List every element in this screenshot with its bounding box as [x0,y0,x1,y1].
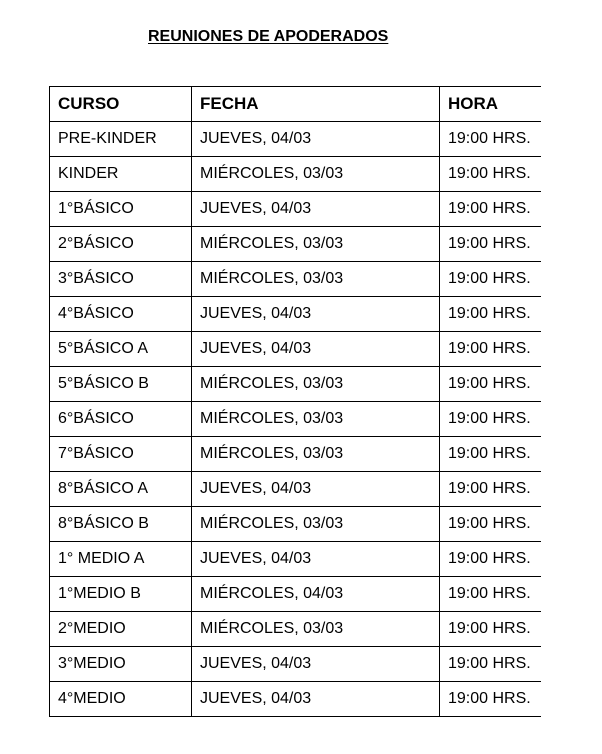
cell-fecha: MIÉRCOLES, 03/03 [192,612,440,647]
cell-hora: 19:00 HRS. [440,192,542,227]
cell-fecha: JUEVES, 04/03 [192,332,440,367]
cell-hora: 19:00 HRS. [440,577,542,612]
cell-fecha: MIÉRCOLES, 04/03 [192,577,440,612]
header-hora: HORA [440,87,542,122]
cell-fecha: JUEVES, 04/03 [192,297,440,332]
cell-hora: 19:00 HRS. [440,297,542,332]
cell-curso: 6°BÁSICO [50,402,192,437]
schedule-table [49,86,541,717]
table-row [50,507,542,542]
cell-fecha: JUEVES, 04/03 [192,542,440,577]
cell-curso: 2°MEDIO [50,612,192,647]
document-title: REUNIONES DE APODERADOS [148,28,389,45]
cell-fecha: MIÉRCOLES, 03/03 [192,367,440,402]
cell-curso: 1° MEDIO A [50,542,192,577]
cell-hora: 19:00 HRS. [440,122,542,157]
cell-hora: 19:00 HRS. [440,332,542,367]
table-row [50,262,542,297]
cell-hora: 19:00 HRS. [440,437,542,472]
table-row [50,402,542,437]
cell-fecha: JUEVES, 04/03 [192,122,440,157]
cell-fecha: MIÉRCOLES, 03/03 [192,262,440,297]
table-row [50,542,542,577]
cell-curso: 3°MEDIO [50,647,192,682]
cell-curso: 8°BÁSICO B [50,507,192,542]
cell-hora: 19:00 HRS. [440,612,542,647]
cell-hora: 19:00 HRS. [440,227,542,262]
table-row [50,577,542,612]
table-header [50,87,542,122]
table-row [50,367,542,402]
cell-hora: 19:00 HRS. [440,542,542,577]
cell-hora: 19:00 HRS. [440,262,542,297]
table-row [50,227,542,262]
cell-curso: 5°BÁSICO A [50,332,192,367]
cell-fecha: JUEVES, 04/03 [192,682,440,717]
cell-curso: 4°BÁSICO [50,297,192,332]
table-row [50,297,542,332]
header-curso: CURSO [50,87,192,122]
table-body [50,122,542,717]
cell-hora: 19:00 HRS. [440,647,542,682]
table-row [50,332,542,367]
table-row [50,437,542,472]
cell-curso: 3°BÁSICO [50,262,192,297]
cell-fecha: MIÉRCOLES, 03/03 [192,227,440,262]
cell-fecha: MIÉRCOLES, 03/03 [192,507,440,542]
schedule-table-container [49,86,541,754]
cell-hora: 19:00 HRS. [440,367,542,402]
table-row [50,647,542,682]
cell-fecha: JUEVES, 04/03 [192,472,440,507]
cell-curso: 7°BÁSICO [50,437,192,472]
cell-fecha: JUEVES, 04/03 [192,192,440,227]
table-row [50,192,542,227]
cell-curso: PRE-KINDER [50,122,192,157]
cell-fecha: MIÉRCOLES, 03/03 [192,402,440,437]
cell-hora: 19:00 HRS. [440,472,542,507]
cell-fecha: MIÉRCOLES, 03/03 [192,437,440,472]
table-row [50,682,542,717]
cell-hora: 19:00 HRS. [440,507,542,542]
header-fecha: FECHA [192,87,440,122]
cell-curso: 4°MEDIO [50,682,192,717]
table-row [50,472,542,507]
cell-curso: KINDER [50,157,192,192]
cell-curso: 2°BÁSICO [50,227,192,262]
cell-curso: 1°BÁSICO [50,192,192,227]
table-row [50,122,542,157]
cell-curso: 1°MEDIO B [50,577,192,612]
cell-hora: 19:00 HRS. [440,402,542,437]
cell-hora: 19:00 HRS. [440,157,542,192]
table-row [50,612,542,647]
cell-hora: 19:00 HRS. [440,682,542,717]
cell-fecha: JUEVES, 04/03 [192,647,440,682]
cell-fecha: MIÉRCOLES, 03/03 [192,157,440,192]
header-row [50,87,542,122]
cell-curso: 8°BÁSICO A [50,472,192,507]
table-row [50,157,542,192]
cell-curso: 5°BÁSICO B [50,367,192,402]
